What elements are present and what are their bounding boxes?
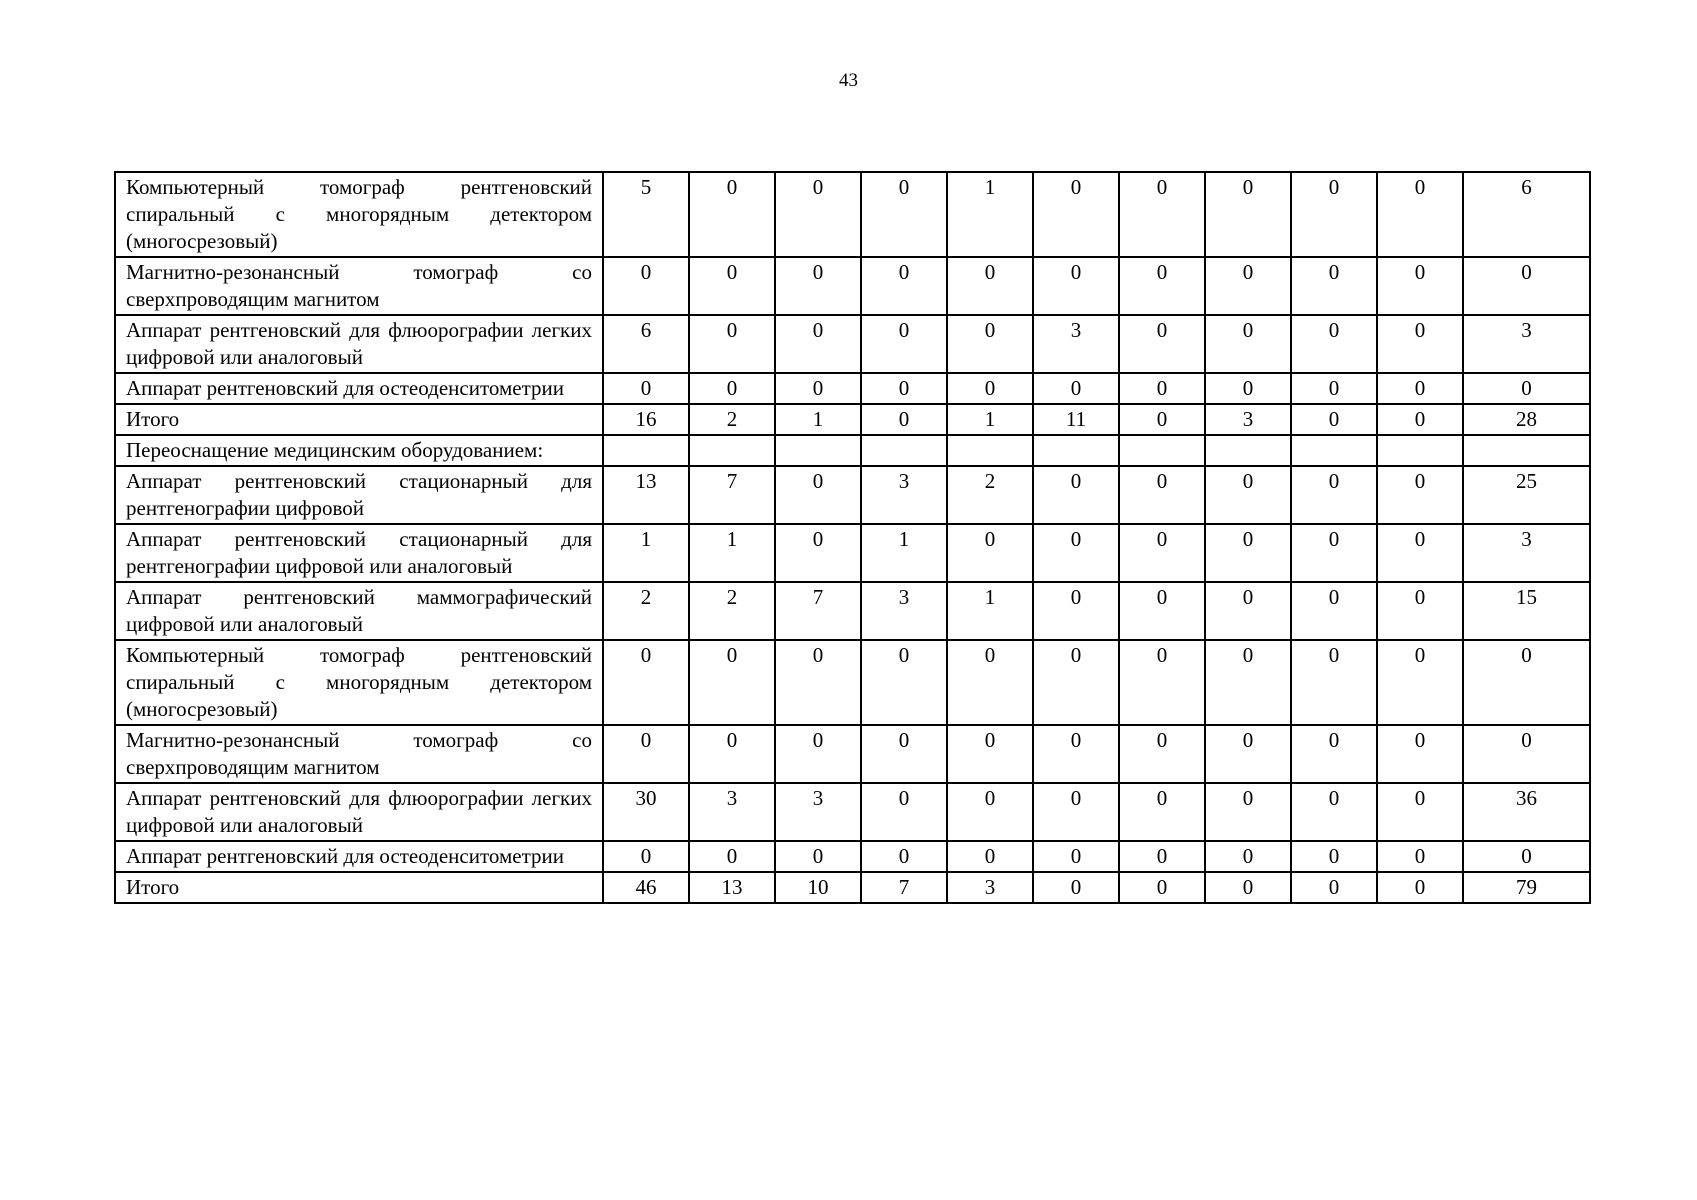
value-cell: 0 (1377, 582, 1463, 640)
value-cell: 0 (947, 640, 1033, 725)
value-cell: 15 (1463, 582, 1590, 640)
row-label: Аппарат рентгеновский для флюорографии легких цифровой или аналоговый (115, 783, 603, 841)
page-number: 43 (839, 70, 858, 91)
value-cell: 0 (947, 315, 1033, 373)
equipment-table (114, 171, 1591, 904)
value-cell: 3 (1463, 315, 1590, 373)
value-cell: 0 (947, 783, 1033, 841)
value-cell: 0 (775, 640, 861, 725)
value-cell: 0 (1377, 172, 1463, 257)
value-cell (1205, 435, 1291, 466)
value-cell: 0 (689, 257, 775, 315)
value-cell: 0 (1205, 725, 1291, 783)
value-cell: 0 (1033, 524, 1119, 582)
row-label: Аппарат рентгеновский стационарный для рентгенографии цифровой (115, 466, 603, 524)
value-cell: 1 (947, 172, 1033, 257)
value-cell (1033, 435, 1119, 466)
value-cell: 6 (603, 315, 689, 373)
value-cell (861, 435, 947, 466)
value-cell (1377, 435, 1463, 466)
value-cell: 1 (947, 404, 1033, 435)
value-cell (947, 435, 1033, 466)
value-cell: 0 (947, 373, 1033, 404)
value-cell: 0 (1033, 783, 1119, 841)
value-cell: 0 (861, 841, 947, 872)
value-cell: 0 (1291, 783, 1377, 841)
value-cell: 0 (1033, 172, 1119, 257)
value-cell: 0 (689, 315, 775, 373)
value-cell: 0 (1033, 466, 1119, 524)
row-label: Магнитно-резонансный томограф со сверхпроводящим магнитом (115, 257, 603, 315)
value-cell (775, 435, 861, 466)
value-cell: 0 (775, 172, 861, 257)
value-cell: 2 (689, 582, 775, 640)
value-cell: 46 (603, 872, 689, 903)
value-cell: 1 (603, 524, 689, 582)
value-cell: 0 (1033, 872, 1119, 903)
value-cell (1291, 435, 1377, 466)
value-cell: 0 (775, 524, 861, 582)
value-cell: 0 (1119, 315, 1205, 373)
value-cell: 0 (689, 640, 775, 725)
value-cell: 0 (1205, 466, 1291, 524)
value-cell: 0 (1377, 872, 1463, 903)
value-cell: 0 (1119, 373, 1205, 404)
row-label: Аппарат рентгеновский маммографический цифровой или аналоговый (115, 582, 603, 640)
value-cell: 0 (1205, 841, 1291, 872)
value-cell: 5 (603, 172, 689, 257)
value-cell: 0 (1291, 640, 1377, 725)
value-cell: 0 (1033, 373, 1119, 404)
value-cell: 0 (775, 841, 861, 872)
value-cell: 0 (1205, 257, 1291, 315)
value-cell: 0 (1377, 373, 1463, 404)
value-cell: 0 (1463, 373, 1590, 404)
value-cell: 0 (603, 373, 689, 404)
value-cell: 0 (861, 172, 947, 257)
value-cell: 1 (947, 582, 1033, 640)
value-cell: 0 (1291, 172, 1377, 257)
value-cell: 0 (1033, 841, 1119, 872)
row-label: Переоснащение медицинским оборудованием: (115, 435, 603, 466)
table-row (115, 582, 1590, 640)
value-cell: 7 (861, 872, 947, 903)
value-cell: 0 (689, 172, 775, 257)
value-cell: 0 (689, 373, 775, 404)
value-cell: 0 (1205, 872, 1291, 903)
value-cell: 0 (1119, 582, 1205, 640)
value-cell: 0 (1119, 872, 1205, 903)
value-cell: 0 (775, 315, 861, 373)
value-cell: 0 (603, 640, 689, 725)
value-cell: 7 (689, 466, 775, 524)
value-cell: 0 (1119, 841, 1205, 872)
value-cell: 0 (1033, 725, 1119, 783)
value-cell: 0 (1377, 783, 1463, 841)
value-cell: 0 (861, 783, 947, 841)
value-cell: 0 (1291, 373, 1377, 404)
value-cell (1463, 435, 1590, 466)
value-cell: 0 (1291, 872, 1377, 903)
value-cell: 0 (947, 725, 1033, 783)
row-label: Итого (115, 872, 603, 903)
value-cell: 13 (689, 872, 775, 903)
value-cell: 0 (1205, 524, 1291, 582)
value-cell: 10 (775, 872, 861, 903)
row-label: Магнитно-резонансный томограф со сверхпроводящим магнитом (115, 725, 603, 783)
value-cell: 79 (1463, 872, 1590, 903)
value-cell: 0 (1119, 257, 1205, 315)
value-cell: 0 (1377, 640, 1463, 725)
table-row (115, 404, 1590, 435)
value-cell: 1 (689, 524, 775, 582)
value-cell: 0 (1119, 640, 1205, 725)
value-cell: 0 (1291, 404, 1377, 435)
value-cell: 0 (1377, 257, 1463, 315)
value-cell: 0 (1119, 172, 1205, 257)
value-cell: 3 (1033, 315, 1119, 373)
value-cell: 13 (603, 466, 689, 524)
value-cell: 3 (689, 783, 775, 841)
value-cell: 0 (947, 841, 1033, 872)
value-cell: 0 (861, 640, 947, 725)
value-cell: 0 (603, 841, 689, 872)
table-row (115, 257, 1590, 315)
value-cell: 0 (1377, 524, 1463, 582)
value-cell: 0 (1205, 172, 1291, 257)
value-cell (603, 435, 689, 466)
value-cell: 0 (1205, 640, 1291, 725)
value-cell: 3 (1463, 524, 1590, 582)
value-cell: 11 (1033, 404, 1119, 435)
value-cell: 0 (1205, 783, 1291, 841)
row-label: Компьютерный томограф рентгеновский спиральный с многорядным детектором (многосрезовый) (115, 172, 603, 257)
value-cell: 0 (1377, 466, 1463, 524)
value-cell (689, 435, 775, 466)
value-cell: 0 (947, 257, 1033, 315)
value-cell: 0 (603, 725, 689, 783)
value-cell: 0 (1205, 582, 1291, 640)
row-label: Компьютерный томограф рентгеновский спиральный с многорядным детектором (многосрезовый) (115, 640, 603, 725)
value-cell: 0 (1291, 257, 1377, 315)
table-row (115, 172, 1590, 257)
table-row (115, 466, 1590, 524)
row-label: Аппарат рентгеновский для остеоденситометрии (115, 373, 603, 404)
table-row (115, 640, 1590, 725)
value-cell: 0 (1377, 315, 1463, 373)
value-cell: 25 (1463, 466, 1590, 524)
row-label: Аппарат рентгеновский для флюорографии легких цифровой или аналоговый (115, 315, 603, 373)
value-cell: 16 (603, 404, 689, 435)
value-cell: 0 (861, 404, 947, 435)
value-cell: 0 (1291, 315, 1377, 373)
value-cell: 0 (1033, 640, 1119, 725)
value-cell: 0 (1291, 725, 1377, 783)
value-cell: 0 (775, 257, 861, 315)
value-cell: 3 (775, 783, 861, 841)
table-row (115, 524, 1590, 582)
value-cell: 3 (947, 872, 1033, 903)
table-row (115, 841, 1590, 872)
table-body (115, 172, 1590, 903)
value-cell: 36 (1463, 783, 1590, 841)
table-row (115, 315, 1590, 373)
value-cell: 0 (689, 841, 775, 872)
value-cell: 0 (1377, 725, 1463, 783)
value-cell: 0 (1463, 257, 1590, 315)
value-cell: 0 (1291, 466, 1377, 524)
value-cell: 0 (861, 257, 947, 315)
value-cell: 0 (1377, 841, 1463, 872)
value-cell: 28 (1463, 404, 1590, 435)
table-row (115, 373, 1590, 404)
value-cell: 7 (775, 582, 861, 640)
value-cell: 3 (861, 466, 947, 524)
value-cell: 0 (1463, 725, 1590, 783)
value-cell: 0 (775, 373, 861, 404)
value-cell: 0 (1377, 404, 1463, 435)
value-cell: 0 (689, 725, 775, 783)
value-cell: 0 (861, 315, 947, 373)
value-cell: 0 (1205, 315, 1291, 373)
value-cell: 2 (689, 404, 775, 435)
row-label: Аппарат рентгеновский стационарный для рентгенографии цифровой или аналоговый (115, 524, 603, 582)
value-cell: 0 (861, 725, 947, 783)
value-cell: 0 (1033, 582, 1119, 640)
value-cell: 0 (775, 466, 861, 524)
value-cell: 2 (603, 582, 689, 640)
value-cell: 0 (1119, 725, 1205, 783)
value-cell: 0 (1291, 841, 1377, 872)
value-cell: 0 (1119, 783, 1205, 841)
value-cell: 2 (947, 466, 1033, 524)
value-cell: 3 (1205, 404, 1291, 435)
value-cell: 0 (1291, 524, 1377, 582)
value-cell: 0 (775, 725, 861, 783)
value-cell: 0 (1291, 582, 1377, 640)
value-cell: 0 (861, 373, 947, 404)
value-cell: 1 (775, 404, 861, 435)
table-row (115, 725, 1590, 783)
value-cell: 6 (1463, 172, 1590, 257)
value-cell: 0 (1119, 524, 1205, 582)
value-cell: 3 (861, 582, 947, 640)
row-label: Аппарат рентгеновский для остеоденситометрии (115, 841, 603, 872)
value-cell (1119, 435, 1205, 466)
table-row (115, 783, 1590, 841)
value-cell: 0 (603, 257, 689, 315)
table-row (115, 872, 1590, 903)
value-cell: 0 (1119, 466, 1205, 524)
value-cell: 0 (1205, 373, 1291, 404)
value-cell: 0 (1119, 404, 1205, 435)
table-row (115, 435, 1590, 466)
value-cell: 0 (1463, 640, 1590, 725)
value-cell: 30 (603, 783, 689, 841)
value-cell: 1 (861, 524, 947, 582)
value-cell: 0 (1463, 841, 1590, 872)
value-cell: 0 (947, 524, 1033, 582)
row-label: Итого (115, 404, 603, 435)
value-cell: 0 (1033, 257, 1119, 315)
